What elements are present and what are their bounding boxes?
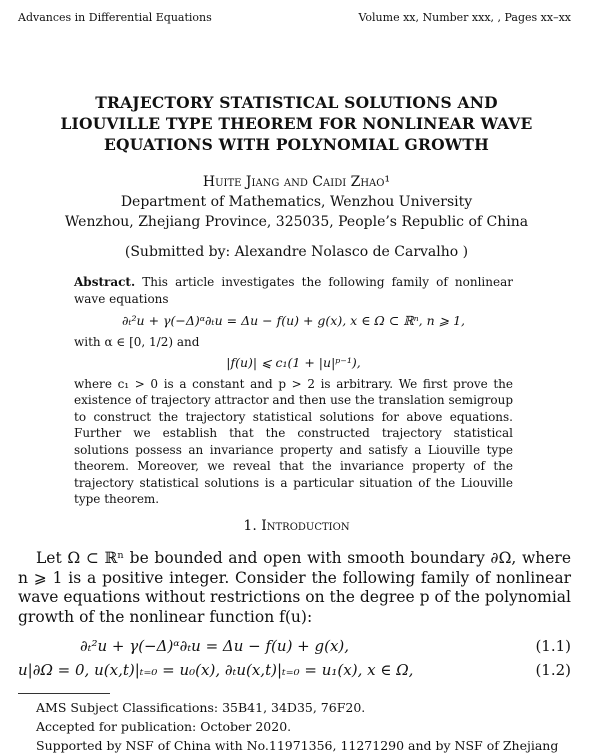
- title-line: TRAJECTORY STATISTICAL SOLUTIONS AND: [95, 93, 498, 112]
- equation-number: (1.1): [535, 637, 571, 655]
- author-names: Huite Jiang and Caidi Zhao¹: [202, 174, 391, 190]
- abstract-heading: Abstract.: [74, 275, 136, 289]
- footnote-accepted: Accepted for publication: October 2020.: [36, 719, 292, 734]
- author-block: [0, 172, 593, 232]
- paper-title: [20, 92, 573, 155]
- footnote-rule: [18, 693, 110, 694]
- footnotes: [36, 698, 571, 755]
- equation-number: (1.2): [535, 661, 571, 679]
- abstract-with: with α ∈ [0, 1/2) and: [74, 334, 200, 349]
- abstract-equation: ∂ₜ²u + γ(−Δ)ᵅ∂ₜu = Δu − f(u) + g(x), x ∈ Ω ⊂ ℝⁿ, n ⩾ 1,: [121, 313, 466, 328]
- section-heading: [0, 518, 593, 534]
- abstract-intro-text: This article investigates the following family of nonlinear wave equations: [74, 275, 513, 306]
- title-line: EQUATIONS WITH POLYNOMIAL GROWTH: [104, 135, 489, 154]
- volume-info: Volume xx, Number xxx, , Pages xx–xx: [358, 11, 571, 24]
- submitted-by: (Submitted by: Alexandre Nolasco de Carvalho ): [124, 244, 469, 260]
- equation-1-2: [18, 661, 571, 681]
- intro-text: Let Ω ⊂ ℝⁿ be bounded and open with smooth boundary ∂Ω, where n ⩾ 1 is a positive integer. Consider the following family of nonlinear wave equations without restrictions on the degree p of the polynomial growth of the nonlinear function f(u):: [18, 549, 571, 626]
- abstract-intro: [74, 274, 513, 307]
- footnote-support: Supported by NSF of China with No.11971356, 11271290 and by NSF of Zhejiang: [36, 738, 559, 753]
- section-number: 1.: [243, 518, 257, 534]
- running-header: [18, 11, 571, 27]
- title-line: LIOUVILLE TYPE THEOREM FOR NONLINEAR WAVE: [60, 114, 533, 133]
- abstract-body: where c₁ > 0 is a constant and p > 2 is arbitrary. We first prove the existence of trajectory attractor and then use the translation semigroup to construct the trajectory statistical solutions for above equations. Further we establish that the constructed trajectory statistical solutions possess an invariance property and satisfy a Liouville type theorem. Moreover, we reveal that the invariance property of the trajectory statistical solutions is a particular situation of the Liouville type theorem.: [74, 376, 513, 506]
- abstract-condition: |f(u)| ⩽ c₁(1 + |u|ᵖ⁻¹),: [226, 355, 361, 370]
- intro-paragraph: [18, 549, 571, 627]
- section-title: Introduction: [261, 518, 350, 534]
- author-department: Department of Mathematics, Wenzhou University: [120, 194, 473, 210]
- equation-1-1: [18, 637, 571, 657]
- author-address: Wenzhou, Zhejiang Province, 325035, People’s Republic of China: [64, 214, 529, 230]
- equation-expression: u|∂Ω = 0, u(x,t)|ₜ₌₀ = u₀(x), ∂ₜu(x,t)|ₜ₌₀ = u₁(x), x ∈ Ω,: [18, 661, 414, 679]
- journal-name: Advances in Differential Equations: [18, 11, 212, 24]
- footnote-ams: AMS Subject Classifications: 35B41, 34D35, 76F20.: [36, 700, 366, 715]
- abstract: [74, 274, 513, 508]
- equation-expression: ∂ₜ²u + γ(−Δ)ᵅ∂ₜu = Δu − f(u) + g(x),: [80, 637, 350, 655]
